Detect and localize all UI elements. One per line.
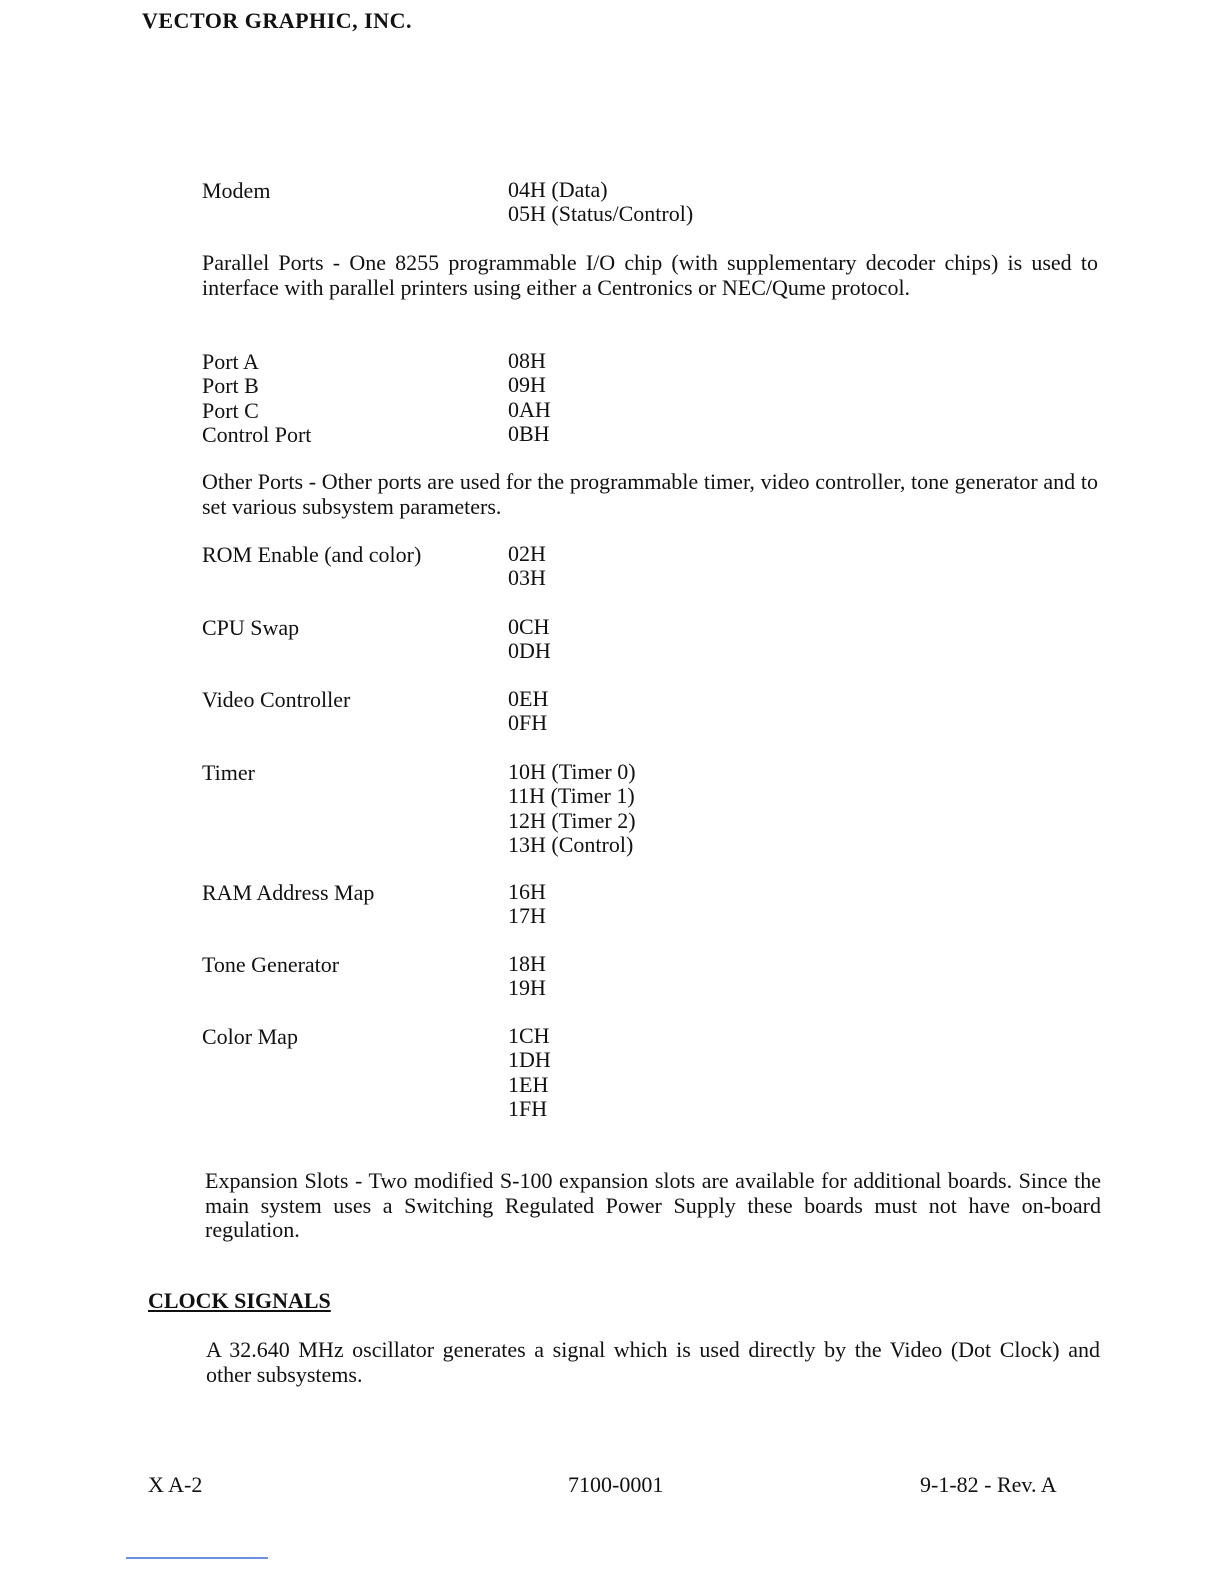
port-value: 17H (508, 903, 546, 929)
port-value: 16H (508, 879, 546, 904)
tone-generator-label: Tone Generator (202, 952, 340, 977)
parallel-ports-paragraph: Parallel Ports - One 8255 programmable I/O chip (with supplementary decoder chips) is used to interface with parallel printers using either a Centronics or NEC/Qume protocol. (202, 250, 1098, 300)
expansion-slots-paragraph: Expansion Slots - Two modified S-100 expansion slots are available for additional boards. Since the main system uses a Switching Regulated Power Supply these boards must not have on-board regulation. (205, 1168, 1101, 1242)
port-value: 1CH (508, 1023, 550, 1048)
port-value: 0FH (508, 710, 548, 736)
port-value: 19H (508, 975, 546, 1001)
port-value: 08H (508, 348, 546, 373)
clock-signals-paragraph: A 32.640 MHz oscillator generates a signal which is used directly by the Video (Dot Clock) and other subsystems. (206, 1337, 1100, 1387)
port-value: 09H (508, 372, 546, 397)
port-value: 0CH (508, 614, 550, 639)
port-value: 1DH (508, 1047, 551, 1073)
timer-label: Timer (202, 760, 255, 785)
rom-enable-label: ROM Enable (and color) (202, 542, 422, 567)
port-value: 10H (Timer 0) (508, 759, 636, 784)
port-value: 0EH (508, 686, 549, 711)
port-label: Port A (202, 349, 259, 374)
port-value: 0AH (508, 397, 551, 422)
color-map-label: Color Map (202, 1024, 298, 1049)
port-label: Control Port (202, 422, 312, 447)
footer-section-id: X A-2 (148, 1472, 203, 1497)
port-value: 0BH (508, 421, 550, 446)
modem-label: Modem (202, 178, 271, 203)
cpu-swap-label: CPU Swap (202, 615, 300, 640)
port-label: Port C (202, 398, 259, 423)
modem-values (508, 178, 693, 227)
footer-document-number: 7100-0001 (568, 1472, 664, 1497)
video-controller-label: Video Controller (202, 687, 351, 712)
company-header: VECTOR GRAPHIC, INC. (142, 8, 412, 33)
port-value: 11H (Timer 1) (508, 783, 635, 809)
port-value: 13H (Control) (508, 832, 634, 858)
port-value: 12H (Timer 2) (508, 807, 636, 833)
port-value: 1EH (508, 1071, 549, 1097)
port-value: 18H (508, 951, 546, 976)
modem-value: 04H (Data) (508, 177, 608, 202)
other-ports-paragraph: Other Ports - Other ports are used for the programmable timer, video controller, tone generator and to set various subsystem parameters. (202, 469, 1098, 519)
scan-artifact-line (126, 1557, 268, 1559)
modem-value: 05H (Status/Control) (508, 201, 694, 227)
clock-signals-heading: CLOCK SIGNALS (148, 1288, 331, 1313)
footer-revision-date: 9-1-82 - Rev. A (920, 1472, 1057, 1497)
port-value: 03H (508, 565, 546, 591)
port-label: Port B (202, 373, 259, 398)
port-value: 02H (508, 541, 546, 566)
port-value: 0DH (508, 638, 551, 664)
port-value: 1FH (508, 1096, 548, 1122)
ram-address-map-label: RAM Address Map (202, 880, 375, 905)
